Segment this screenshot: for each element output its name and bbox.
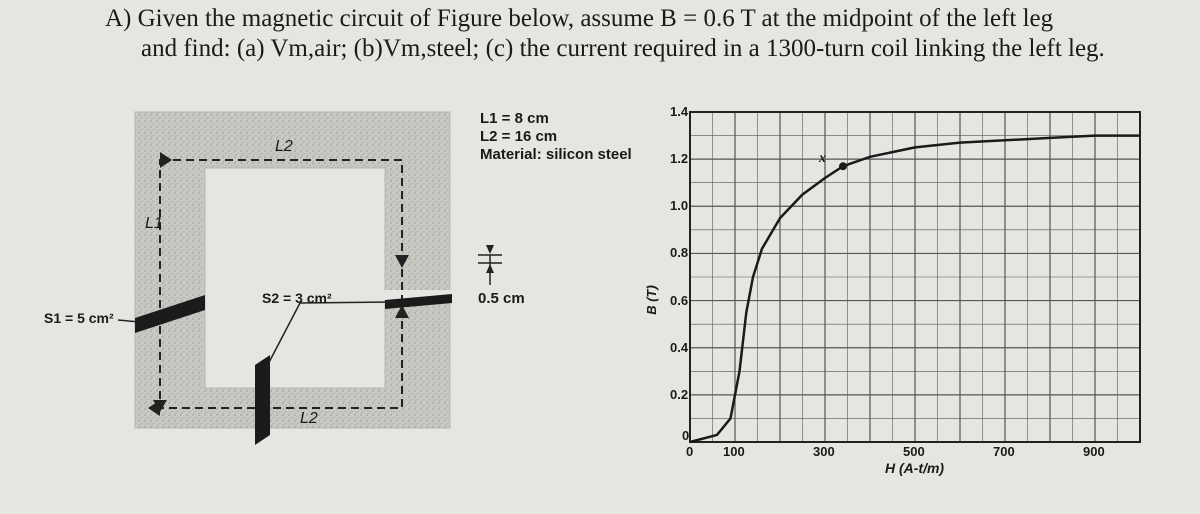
y-axis-label: B (T) xyxy=(644,285,659,315)
y-tick-label: 1.2 xyxy=(670,151,689,167)
problem-line-1: A) Given the magnetic circuit of Figure below, assume B = 0.6 T at the midpoint of the left leg xyxy=(105,5,1054,32)
bh-point-label: x xyxy=(819,151,826,167)
y-tick-label: 0 xyxy=(682,428,690,443)
y-tick-label: 0.8 xyxy=(670,245,689,261)
s2-area-label: S2 = 3 cm² xyxy=(262,290,332,306)
y-tick-label: 0.2 xyxy=(670,386,689,402)
l1-length-label: L1 = 8 cm xyxy=(480,110,549,127)
x-tick-label: 700 xyxy=(993,444,1015,459)
l2-top-mark: L2 xyxy=(275,138,293,155)
y-tick-label: 1.4 xyxy=(670,104,689,119)
x-tick-label: 900 xyxy=(1083,444,1105,459)
x-tick-label: 500 xyxy=(903,444,925,459)
gap-length-label: 0.5 cm xyxy=(478,290,525,307)
s1-area-label: S1 = 5 cm² xyxy=(44,310,114,326)
x-axis-label: H (A-t/m) xyxy=(885,460,945,476)
x-tick-label: 300 xyxy=(813,444,835,459)
y-tick-label: 0.6 xyxy=(670,292,689,308)
material-label: Material: silicon steel xyxy=(480,146,632,163)
l2-length-label: L2 = 16 cm xyxy=(480,128,558,145)
problem-line-2: and find: (a) Vm,air; (b)Vm,steel; (c) the current required in a 1300-turn coil linking the left leg. xyxy=(141,35,1105,62)
bh-marked-point xyxy=(839,162,847,170)
x-tick-label: 0 xyxy=(686,444,694,459)
l1-mark: L1 xyxy=(145,215,163,232)
chart-grid xyxy=(690,112,1140,442)
x-tick-label: 100 xyxy=(723,444,745,459)
l2-bottom-mark: L2 xyxy=(300,410,318,427)
y-tick-label: 1.0 xyxy=(670,198,689,214)
y-tick-label: 0.4 xyxy=(670,339,689,355)
